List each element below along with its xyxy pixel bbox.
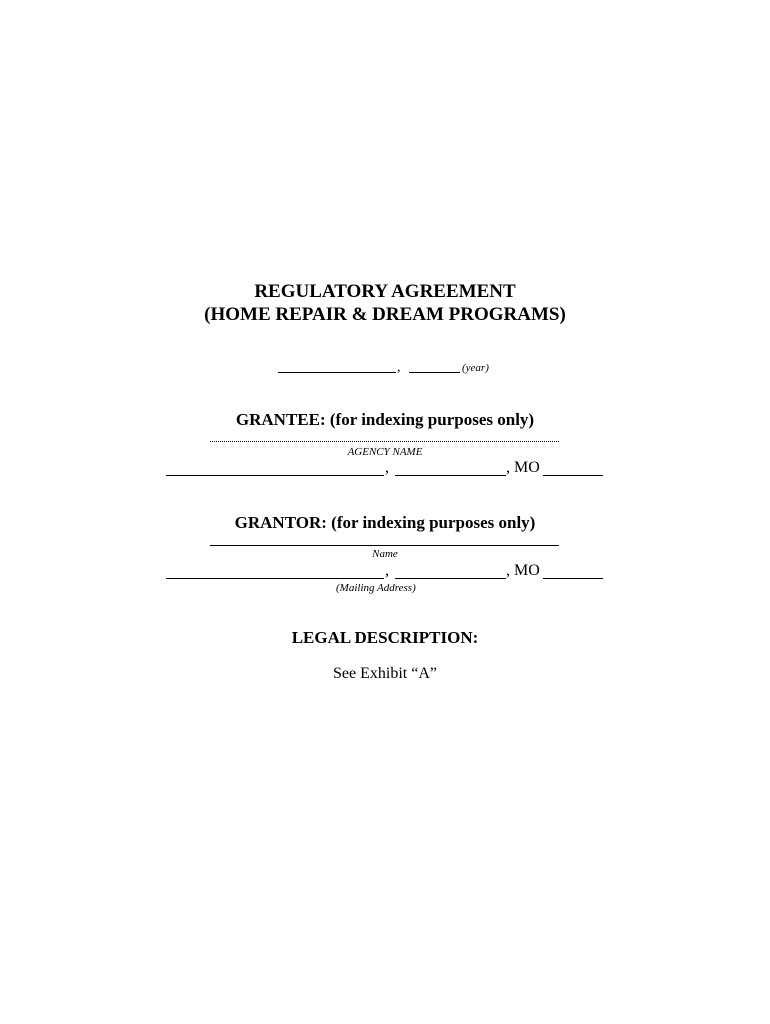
- date-blank[interactable]: [278, 372, 396, 373]
- agency-name-label: AGENCY NAME: [347, 446, 423, 458]
- date-separator: ,: [397, 360, 401, 375]
- grantee-city-blank[interactable]: [395, 475, 506, 476]
- grantor-address-separator: ,: [385, 562, 389, 579]
- year-label: (year): [462, 362, 489, 374]
- mailing-address-label: (Mailing Address): [336, 582, 416, 594]
- legal-description-text: See Exhibit “A”: [333, 665, 437, 682]
- grantor-name-blank[interactable]: [210, 545, 559, 546]
- grantor-heading: GRANTOR: (for indexing purposes only): [234, 513, 536, 532]
- year-blank[interactable]: [409, 372, 460, 373]
- title-line-1: REGULATORY AGREEMENT: [254, 281, 516, 302]
- grantee-state-label: , MO: [506, 459, 540, 476]
- grantee-street-blank[interactable]: [166, 475, 384, 476]
- title-line-2: (HOME REPAIR & DREAM PROGRAMS): [204, 304, 566, 325]
- agency-name-blank[interactable]: [210, 441, 559, 442]
- grantor-zip-blank[interactable]: [543, 578, 603, 579]
- grantor-state-label: , MO: [506, 562, 540, 579]
- grantee-heading: GRANTEE: (for indexing purposes only): [235, 410, 535, 429]
- legal-description-heading: LEGAL DESCRIPTION:: [291, 628, 479, 647]
- grantor-street-blank[interactable]: [166, 578, 384, 579]
- grantor-city-blank[interactable]: [395, 578, 506, 579]
- document-title: [0, 280, 770, 326]
- grantor-name-label: Name: [372, 548, 398, 560]
- grantee-zip-blank[interactable]: [543, 475, 603, 476]
- grantee-address-separator: ,: [385, 459, 389, 476]
